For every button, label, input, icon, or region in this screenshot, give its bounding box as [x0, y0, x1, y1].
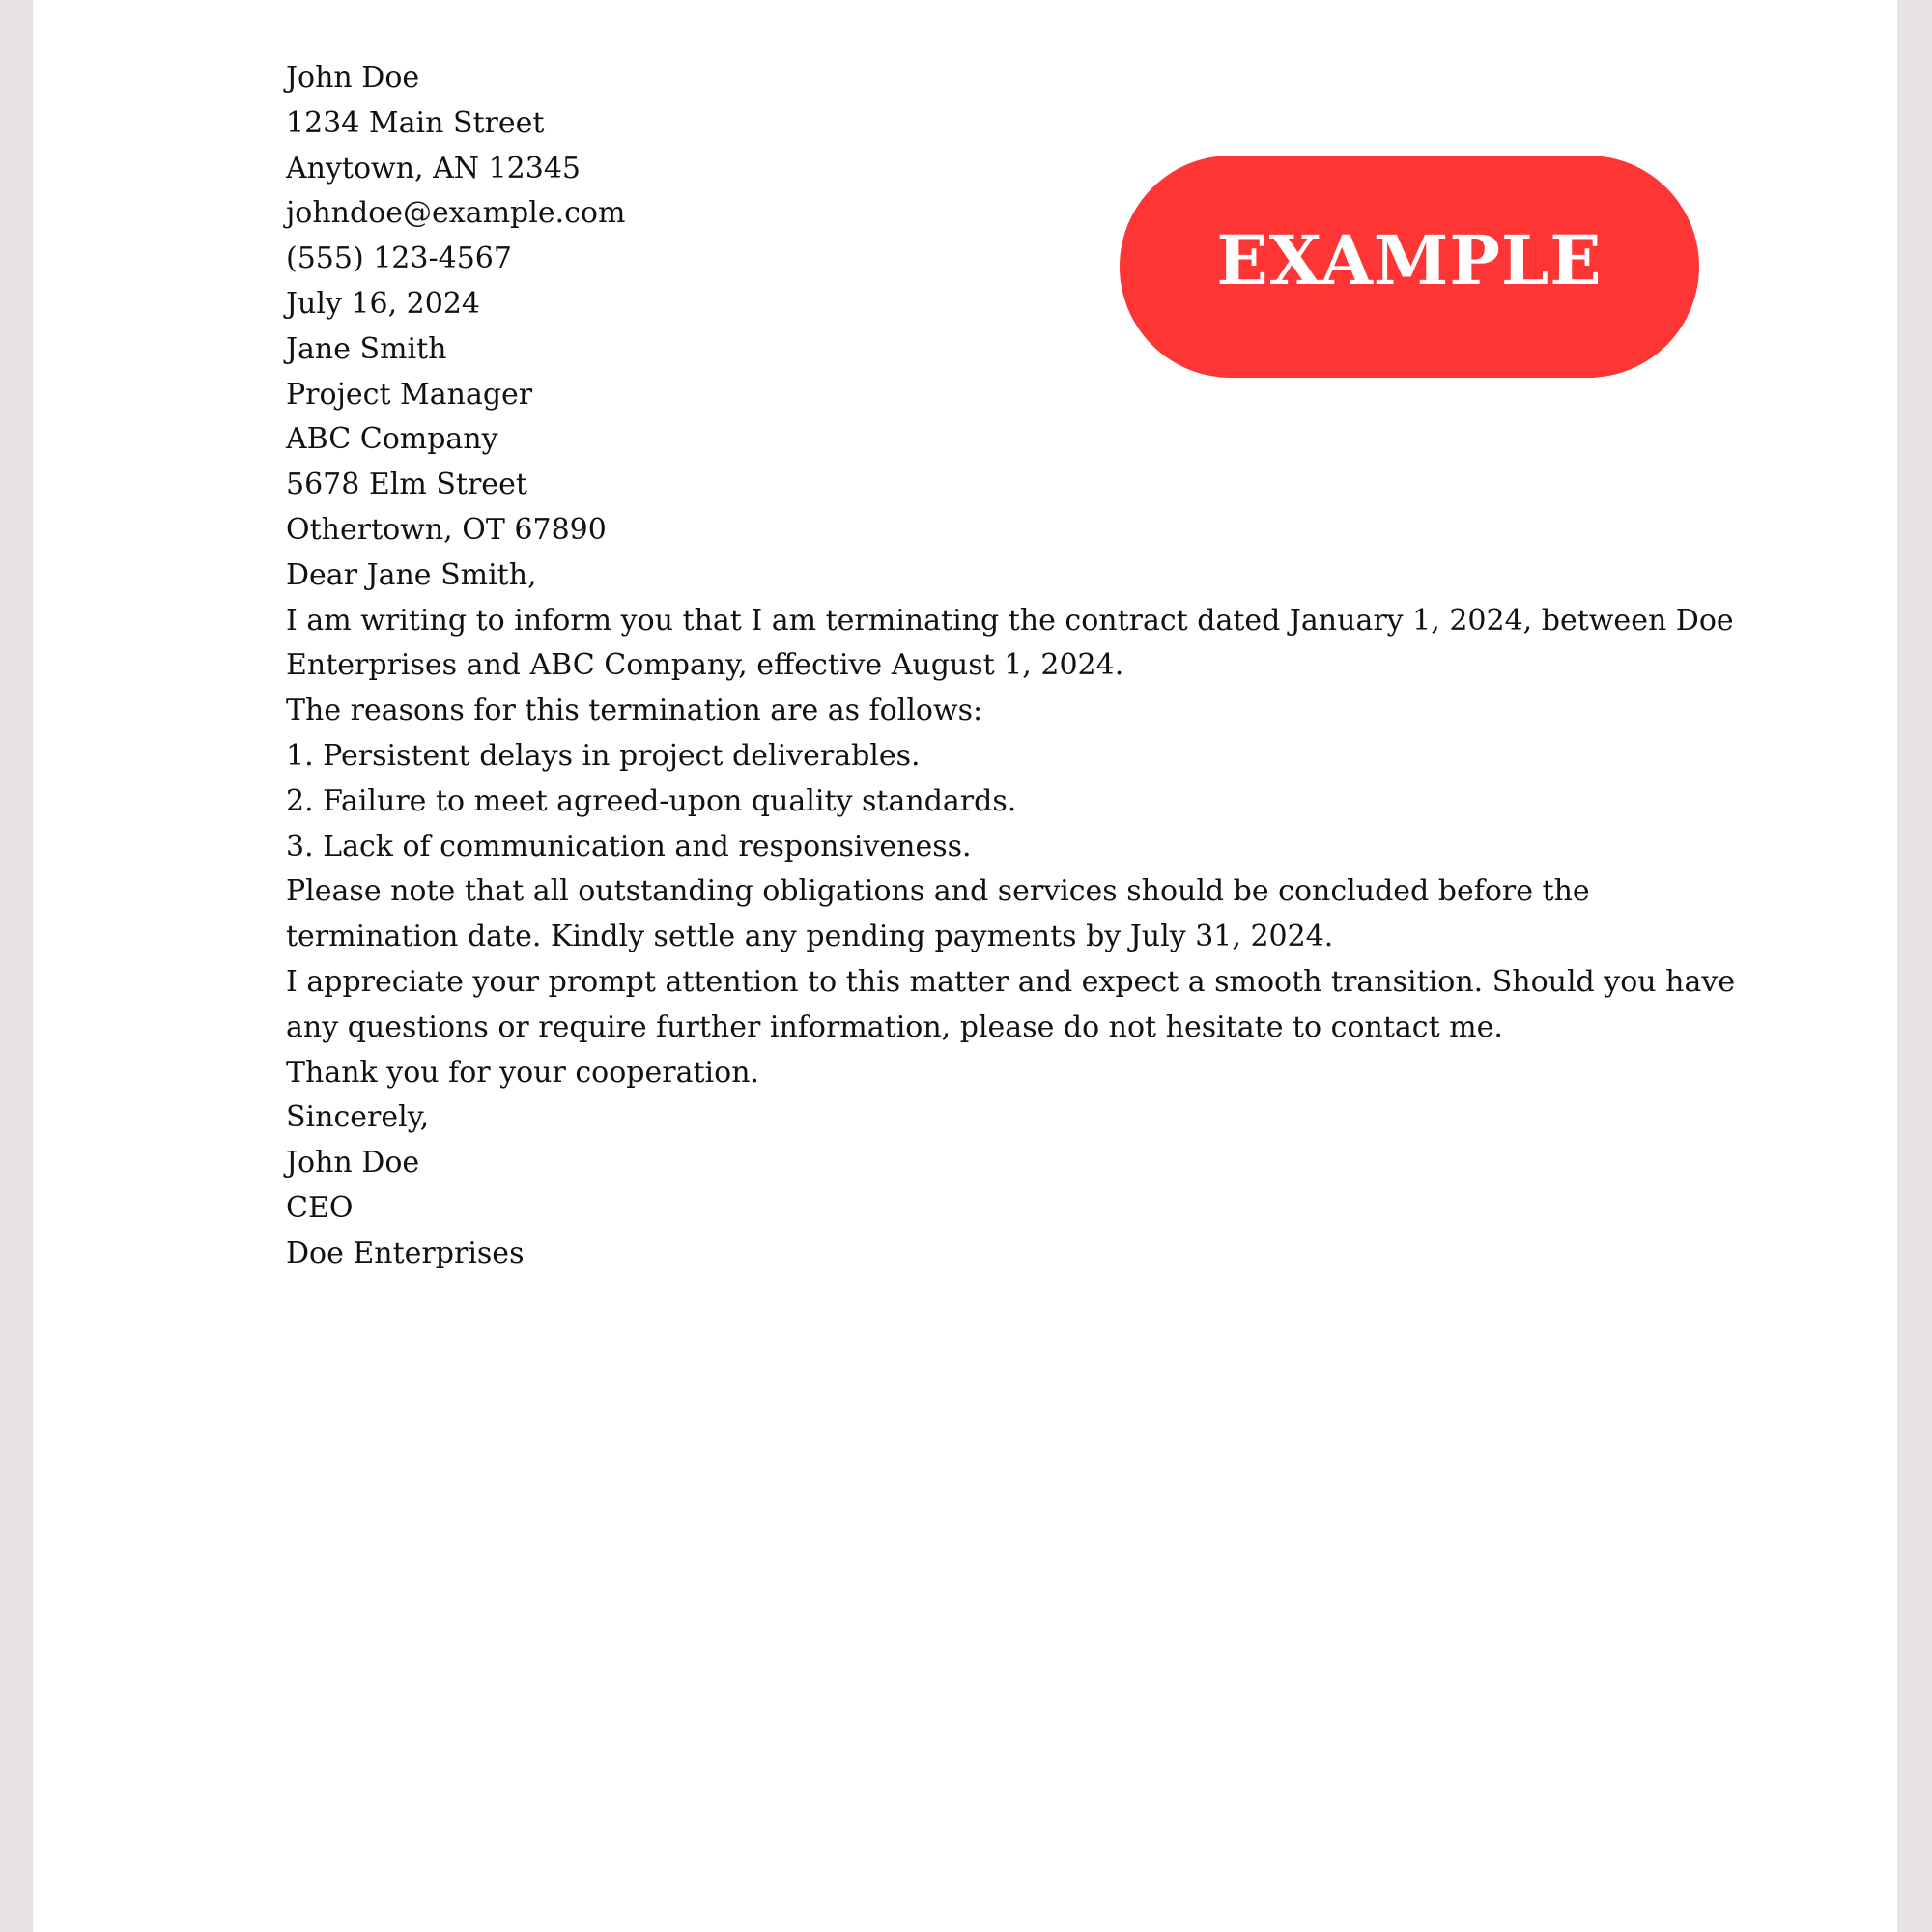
letter-date-text: July 16, 2024 — [286, 286, 481, 321]
recipient-name: Jane Smith — [286, 331, 447, 366]
reason-item: 1. Persistent delays in project deliverables. — [286, 738, 921, 773]
reason-item: 3. Lack of communication and responsiveness. — [286, 829, 972, 864]
paragraph-line: Enterprises and ABC Company, effective August 1, 2024. — [286, 648, 1124, 683]
recipient-company: ABC Company — [286, 422, 498, 457]
reasons-intro: The reasons for this termination are as follows: — [286, 694, 983, 728]
thanks-line — [286, 1051, 1706, 1096]
sender-street: 1234 Main Street — [286, 105, 545, 140]
reasons-list — [286, 689, 1706, 869]
example-stamp-label: EXAMPLE — [1216, 219, 1603, 300]
paragraph-line: I am writing to inform you that I am terminating the contract dated January 1, 2024, between Doe — [286, 603, 1734, 638]
recipient-address-block — [286, 327, 1706, 554]
salutation-text: Dear Jane Smith, — [286, 557, 537, 592]
letter-date — [286, 282, 1706, 327]
letter-page — [33, 0, 1897, 1932]
paragraph-line: any questions or require further information, please do not hesitate to contact me. — [286, 1009, 1503, 1044]
signer-name: John Doe — [286, 1146, 420, 1180]
paragraph-appreciation — [286, 960, 1736, 1051]
reason-item: 2. Failure to meet agreed-upon quality standards. — [286, 783, 1017, 818]
salutation — [286, 554, 1706, 599]
sender-name: John Doe — [286, 61, 420, 95]
paragraph-line: termination date. Kindly settle any pending payments by July 31, 2024. — [286, 920, 1334, 954]
closing-block — [286, 1095, 1706, 1276]
sender-phone: (555) 123-4567 — [286, 242, 512, 276]
recipient-city: Othertown, OT 67890 — [286, 512, 607, 547]
paragraph-line: I appreciate your prompt attention to this matter and expect a smooth transition. Should you have — [286, 964, 1736, 999]
letter-body — [286, 56, 1736, 1277]
signer-company: Doe Enterprises — [286, 1236, 525, 1270]
sender-email: johndoe@example.com — [286, 196, 626, 231]
thanks-text: Thank you for your cooperation. — [286, 1055, 760, 1090]
recipient-title: Project Manager — [286, 377, 533, 412]
paragraph-line: Please note that all outstanding obligations and services should be concluded before the — [286, 874, 1590, 909]
signer-title: CEO — [286, 1190, 354, 1225]
paragraph-intro — [286, 599, 1734, 690]
valediction: Sincerely, — [286, 1100, 430, 1135]
sender-address-block — [286, 56, 1706, 282]
paragraph-obligations — [286, 869, 1706, 960]
recipient-street: 5678 Elm Street — [286, 468, 527, 502]
sender-city: Anytown, AN 12345 — [286, 151, 582, 185]
